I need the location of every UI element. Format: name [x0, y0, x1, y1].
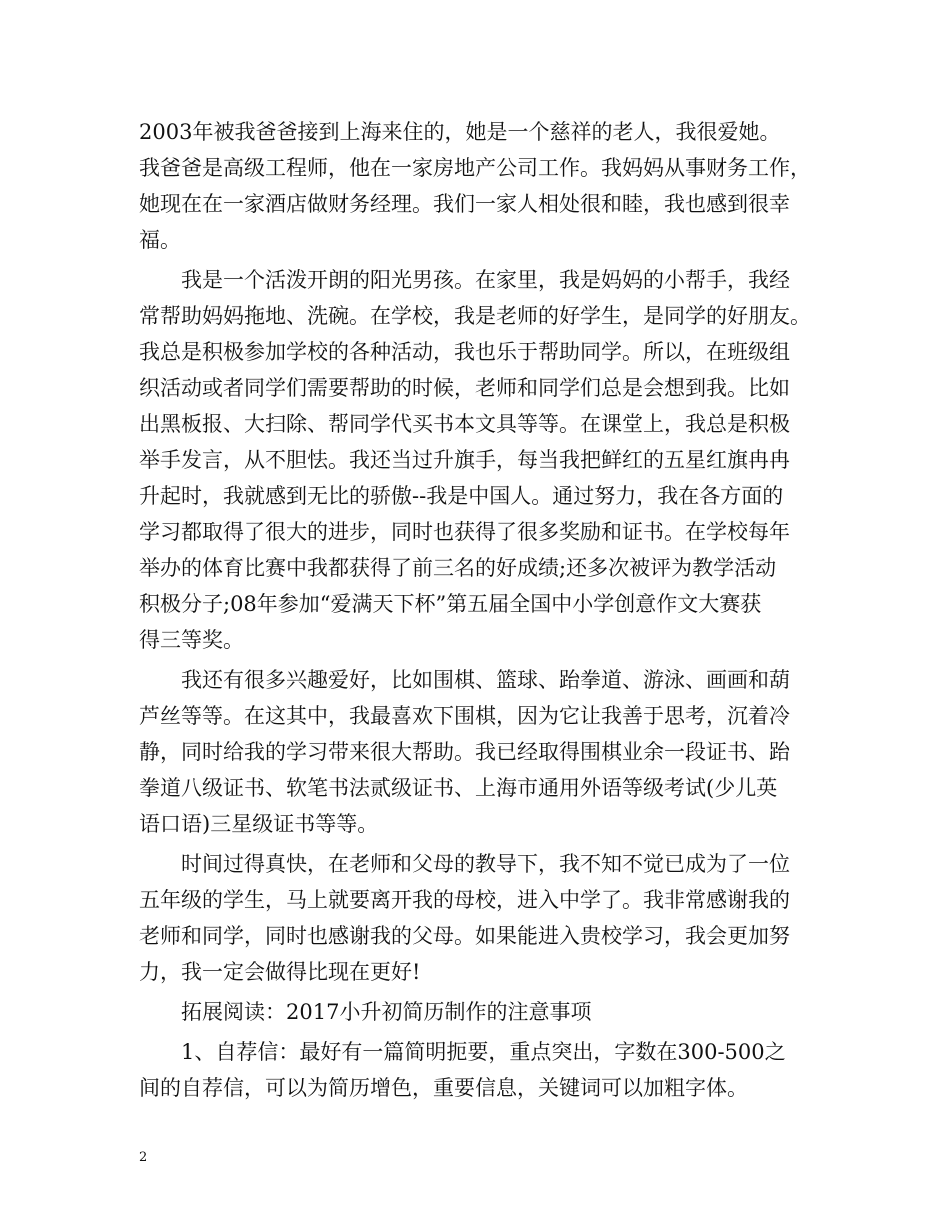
text-line: 积极分子;08年参加“爱满天下杯”第五届全国中小学创意作文大赛获: [139, 592, 762, 616]
paragraph-start-line: 时间过得真快，在老师和父母的教导下，我不知不觉已成为了一位: [181, 852, 790, 876]
text-line: 常帮助妈妈拖地、洗碗。在学校，我是老师的好学生，是同学的好朋友。: [139, 304, 811, 328]
text-line: 福。: [139, 228, 181, 252]
text-line: 间的自荐信，可以为简历增色，重要信息，关键词可以加粗字体。: [139, 1076, 748, 1100]
document-body: [139, 114, 829, 1106]
text-line: 拳道八级证书、软笔书法贰级证书、上海市通用外语等级考试(少儿英: [139, 776, 778, 800]
text-line: 出黑板报、大扫除、帮同学代买书本文具等等。在课堂上，我总是积极: [139, 412, 790, 436]
paragraph-start-line: 1、自荐信：最好有一篇简明扼要，重点突出，字数在300-500之: [181, 1040, 786, 1064]
text-line: 芦丝等等。在这其中，我最喜欢下围棋，因为它让我善于思考，沉着冷: [139, 704, 790, 728]
text-line: 语口语)三星级证书等等。: [139, 812, 379, 836]
page-number: 2: [139, 1150, 148, 1165]
text-line: 举办的体育比赛中我都获得了前三名的好成绩;还多次被评为教学活动: [139, 556, 777, 580]
text-line: 我爸爸是高级工程师，他在一家房地产公司工作。我妈妈从事财务工作，: [139, 156, 811, 180]
paragraph-start-line: 我是一个活泼开朗的阳光男孩。在家里，我是妈妈的小帮手，我经: [181, 268, 790, 292]
text-line: 老师和同学，同时也感谢我的父母。如果能进入贵校学习，我会更加努: [139, 924, 790, 948]
text-line: 织活动或者同学们需要帮助的时候，老师和同学们总是会想到我。比如: [139, 376, 790, 400]
text-line: 升起时，我就感到无比的骄傲--我是中国人。通过努力，我在各方面的: [139, 484, 784, 508]
text-line: 举手发言，从不胆怯。我还当过升旗手，每当我把鲜红的五星红旗冉冉: [139, 448, 790, 472]
section-heading: 拓展阅读：2017小升初简历制作的注意事项: [181, 1000, 592, 1024]
text-line: 五年级的学生，马上就要离开我的母校，进入中学了。我非常感谢我的: [139, 888, 790, 912]
text-line: 我总是积极参加学校的各种活动，我也乐于帮助同学。所以，在班级组: [139, 340, 790, 364]
text-line: 2003年被我爸爸接到上海来住的，她是一个慈祥的老人，我很爱她。: [139, 120, 781, 144]
text-line: 她现在在一家酒店做财务经理。我们一家人相处很和睦，我也感到很幸: [139, 192, 790, 216]
paragraph-start-line: 我还有很多兴趣爱好，比如围棋、篮球、跆拳道、游泳、画画和葫: [181, 668, 790, 692]
text-line: 力，我一定会做得比现在更好!: [139, 960, 421, 984]
text-line: 学习都取得了很大的进步，同时也获得了很多奖励和证书。在学校每年: [139, 520, 790, 544]
text-line: 静，同时给我的学习带来很大帮助。我已经取得围棋业余一段证书、跆: [139, 740, 790, 764]
text-line: 得三等奖。: [139, 628, 244, 652]
